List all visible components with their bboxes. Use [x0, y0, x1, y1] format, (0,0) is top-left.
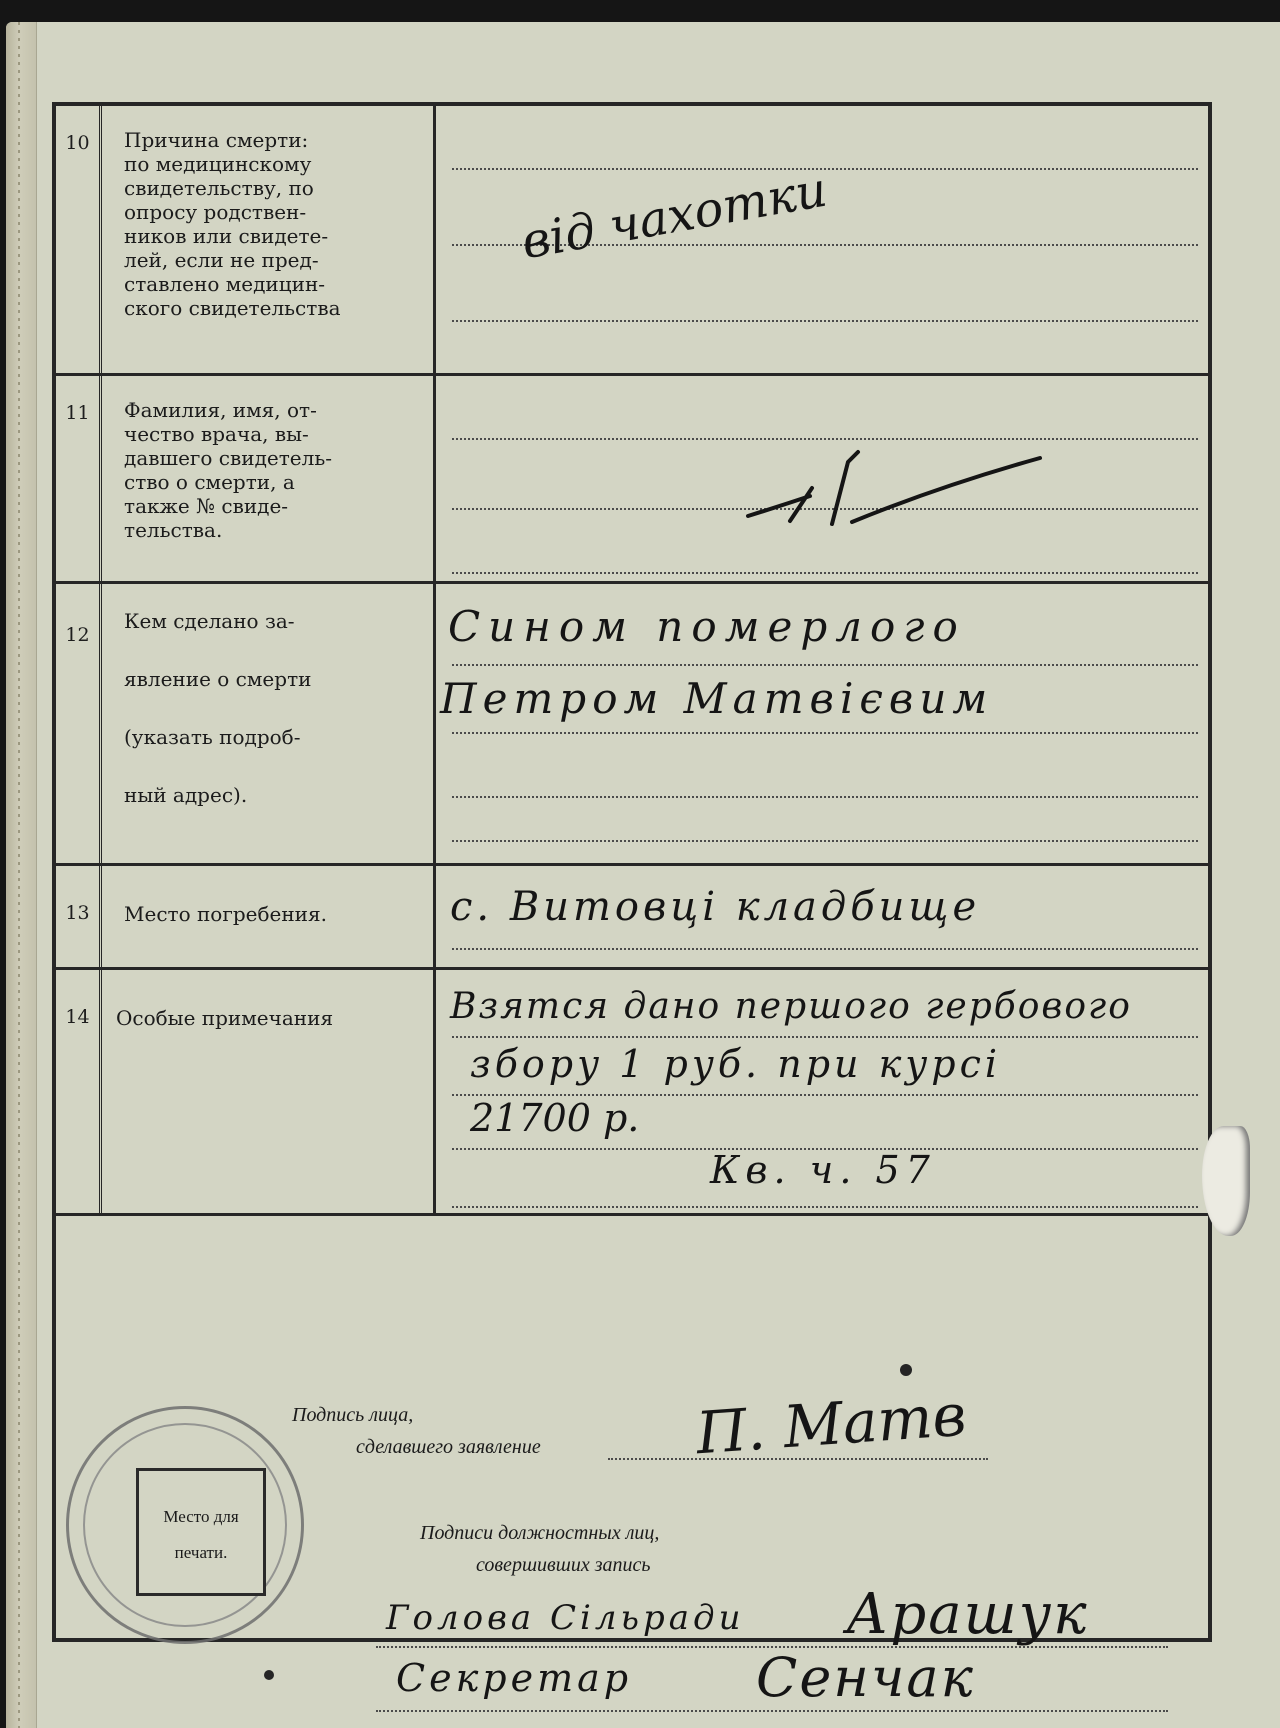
applicant-label: Подпись лица, — [292, 1404, 414, 1426]
row-number: 14 — [56, 970, 102, 1213]
secretary-title: Секретар — [396, 1656, 633, 1700]
death-record-form — [52, 102, 1212, 1709]
seal-label: Место для — [163, 1507, 239, 1526]
row-notes — [56, 970, 1208, 1216]
seal-placeholder-box — [136, 1468, 266, 1596]
ink-dot — [900, 1364, 912, 1376]
document-page — [6, 22, 1280, 1728]
applicant-signature: П. Матв — [693, 1380, 969, 1468]
handwritten-line: Кв. ч. 57 — [710, 1148, 936, 1192]
ink-dot — [264, 1670, 274, 1680]
handwritten-line: 21700 р. — [470, 1096, 640, 1140]
row-value — [440, 866, 1208, 967]
row-burial-place — [56, 866, 1208, 970]
page-binding — [6, 22, 37, 1728]
row-label: Кем сделано за- явление о смерти (указать подроб- ный адрес). — [106, 584, 436, 863]
secretary-signature: Сенчак — [756, 1646, 975, 1709]
row-number: 10 — [56, 106, 102, 373]
row-declarant — [56, 584, 1208, 866]
row-cause-of-death — [56, 106, 1208, 376]
row-doctor-name — [56, 376, 1208, 584]
row-value — [440, 584, 1208, 863]
row-label: Фамилия, имя, от- чество врача, вы- давшего свидетель- ство о смерти, а также № свиде- тельства. — [106, 376, 436, 581]
row-label: Место погребения. — [106, 866, 436, 967]
row-label: Особые примечания — [106, 970, 436, 1213]
applicant-label: сделавшего заявление — [356, 1436, 541, 1458]
row-number: 12 — [56, 584, 102, 863]
row-value — [440, 106, 1208, 373]
chairman-title: Голова Сільради — [386, 1598, 745, 1638]
officials-label: Подписи должностных лиц, — [420, 1522, 660, 1544]
secretary-signature-line — [376, 1710, 1168, 1712]
signature-section — [56, 1346, 1208, 1709]
handwritten-line: Сином померлого — [448, 602, 966, 651]
row-value — [440, 376, 1208, 581]
row-value — [440, 970, 1208, 1213]
row-number: 11 — [56, 376, 102, 581]
handwritten-line: збору 1 руб. при курсі — [470, 1042, 1002, 1086]
officials-label: совершивших запись — [476, 1554, 651, 1576]
chairman-signature: Арашук — [846, 1582, 1089, 1647]
row-number: 13 — [56, 866, 102, 967]
handwritten-line: Взятся дано першого гербового — [450, 986, 1132, 1027]
row-label: Причина смерти: по медицинскому свидетельству, по опросу родствен- ников или свидете- лей, если не пред- ставлено медицин- ского свидетельства — [106, 106, 436, 373]
handwritten-entry: від чахотки — [517, 161, 832, 271]
strike-through-mark — [740, 426, 1080, 536]
seal-label: печати. — [174, 1543, 228, 1562]
handwritten-entry: с. Витовці кладбище — [450, 884, 981, 930]
handwritten-line: Петром Матвієвим — [440, 674, 994, 723]
